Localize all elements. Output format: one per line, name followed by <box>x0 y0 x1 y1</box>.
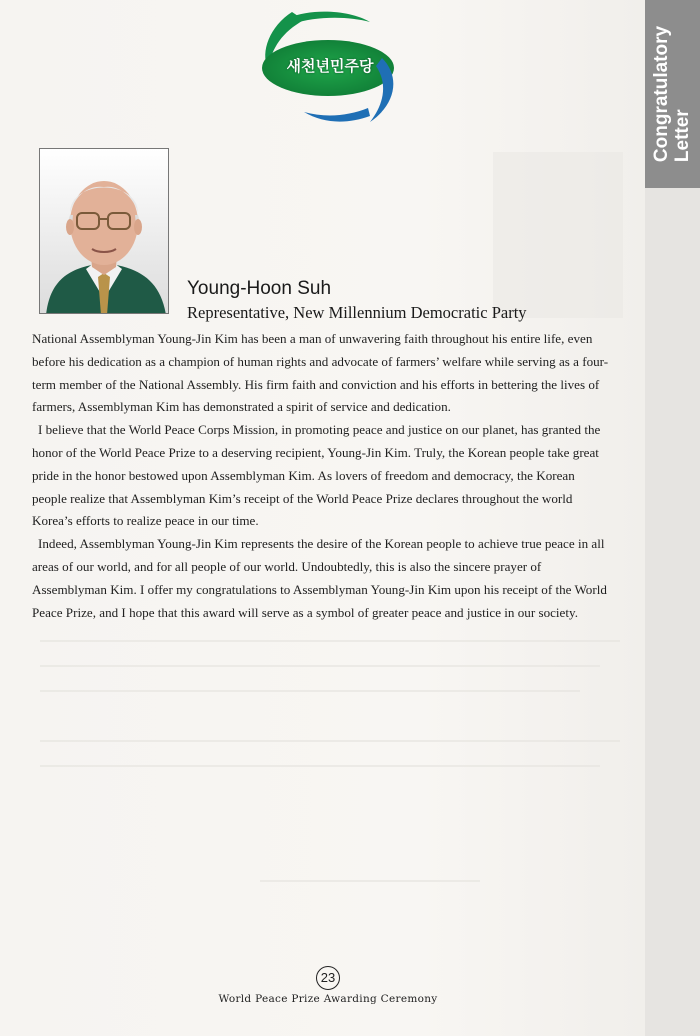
reverse-page-text-ghost <box>40 765 600 767</box>
footer-caption: World Peace Prize Awarding Ceremony <box>218 993 438 1005</box>
reverse-page-text-ghost <box>40 640 620 642</box>
side-margin-strip <box>645 188 700 1036</box>
party-logo-text: 새천년민주당 <box>286 57 374 75</box>
section-tab-line1: Congratulatory <box>651 25 672 163</box>
letter-paragraph: National Assemblyman Young-Jin Kim has been a man of unwavering faith throughout his entire life, even before his dedication as a champion of human rights and advocate of farmers’ welfare while serving as a four-term member of the National Assembly. His firm faith and conviction and his efforts in bettering the lives of farmers, Assemblyman Kim has demonstrated a spirit of service and dedication. <box>32 331 609 415</box>
reverse-page-text-ghost <box>260 880 480 882</box>
reverse-page-image-ghost <box>493 152 623 318</box>
portrait-photo <box>39 148 169 314</box>
reverse-page-text-ghost <box>40 740 620 742</box>
author-title: Representative, New Millennium Democratic Party <box>187 303 527 322</box>
author-name: Young-Hoon Suh <box>187 278 332 299</box>
reverse-page-text-ghost <box>40 690 580 692</box>
page-number: 23 <box>316 966 340 990</box>
letter-paragraph: Indeed, Assemblyman Young-Jin Kim represents the desire of the Korean people to achieve true peace in all areas of our world, and for all people of our world. Undoubtedly, this is also the sincere prayer of Assemblyman Kim. I offer my congratulations to Assemblyman Young-Jin Kim upon his receipt of the World Peace Prize, and I hope that this award will serve as a symbol of greater peace and justice in our society. <box>32 536 607 620</box>
letter-paragraph: I believe that the World Peace Corps Mission, in promoting peace and justice on our planet, has granted the honor of the World Peace Prize to a deserving recipient, Young-Jin Kim. Truly, the Korean people take great pride in the honor bestowed upon Assemblyman Kim. As lovers of freedom and democracy, the Korean people realize that Assemblyman Kim’s receipt of the World Peace Prize declares throughout the world Korea’s efforts to realize peace in our time. <box>32 422 601 529</box>
section-tab-line2: Letter <box>672 109 693 163</box>
section-tab-label <box>651 26 693 162</box>
letter-body <box>32 328 610 624</box>
reverse-page-text-ghost <box>40 665 600 667</box>
